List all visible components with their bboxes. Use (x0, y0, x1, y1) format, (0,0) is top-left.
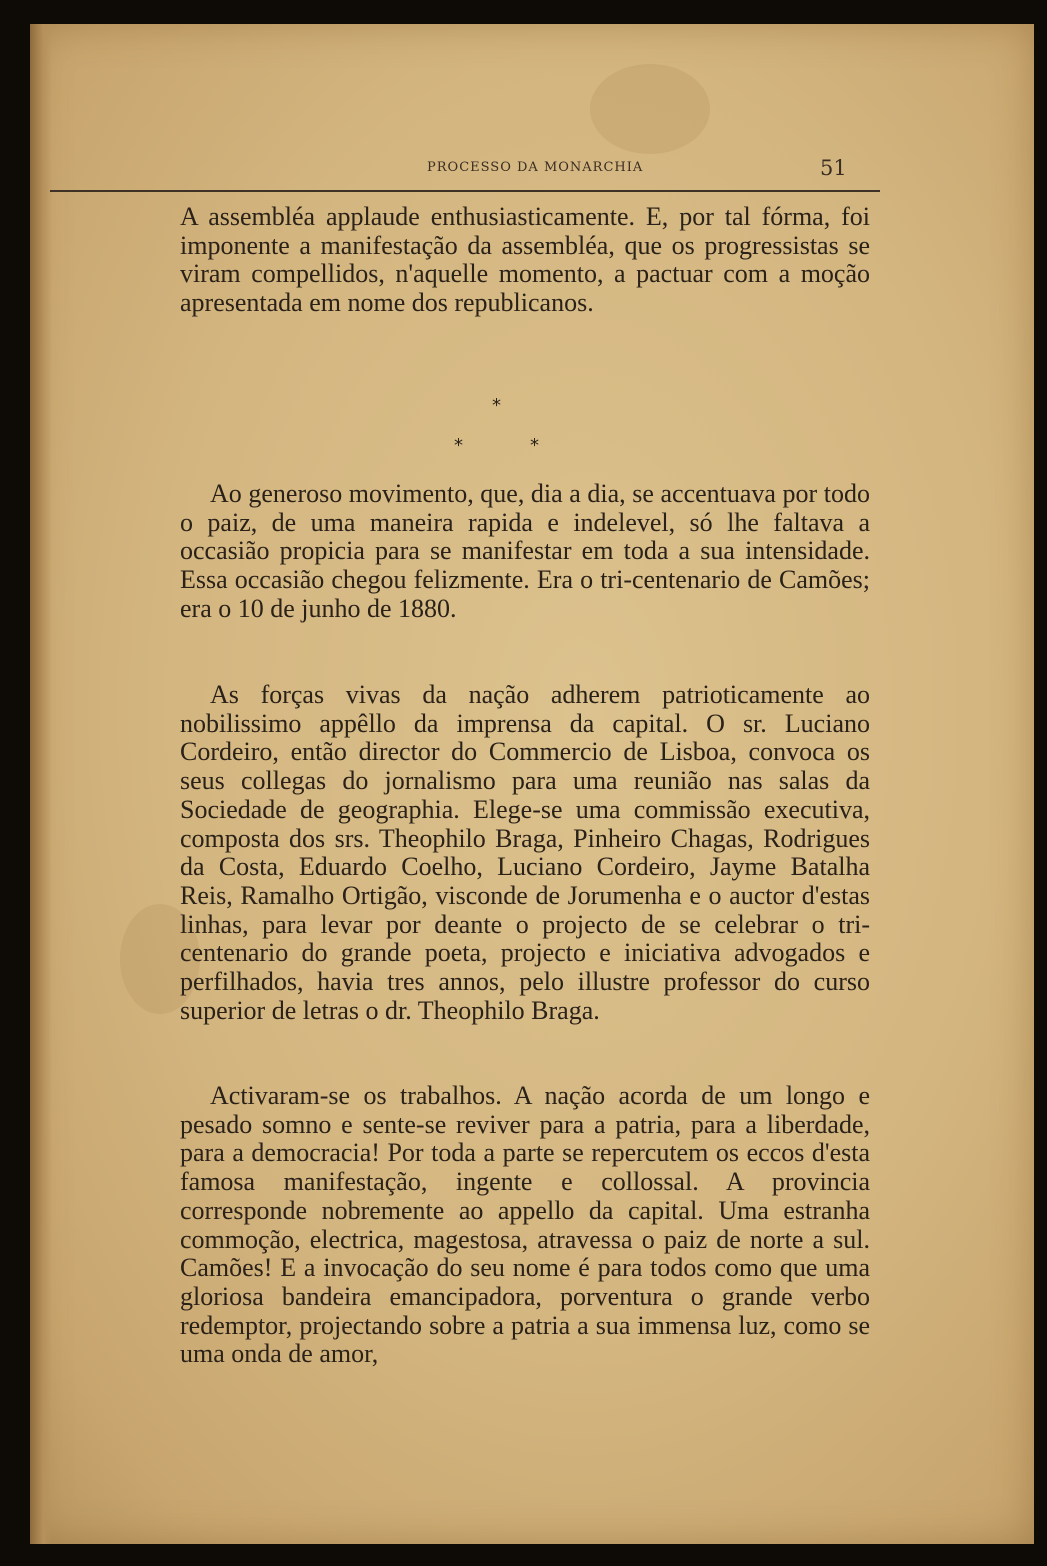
section-break-asterisks (430, 395, 590, 470)
running-header (175, 146, 875, 180)
paper-stain (590, 64, 710, 154)
running-title: PROCESSO DA MONARCHIA (427, 160, 644, 175)
asterisk-right: * (530, 435, 539, 456)
asterisk-left: * (454, 435, 463, 456)
asterisk-top: * (492, 395, 501, 416)
paragraph-3: As forças vivas da nação adherem patrioticamente ao nobilissimo appêllo da imprensa da capital. O sr. Luciano Cordeiro, então director do Commercio de Lisboa, convoca os seus collegas do jornalismo para uma reunião nas salas da Sociedade de geographia. Elege-se uma commissão executiva, composta dos srs. Theophilo Braga, Pinheiro Chagas, Rodrigues da Costa, Eduardo Coelho, Luciano Cordeiro, Jayme Batalha Reis, Ramalho Ortigão, visconde de Jorumenha e o auctor d'estas linhas, para levar por deante o projecto de se celebrar o tri-centenario do grande poeta, projecto e iniciativa advogados e perfilhados, havia tres annos, pelo illustre professor do curso superior de letras o dr. Theophilo Braga. (180, 680, 870, 1025)
paragraph-4: Activaram-se os trabalhos. A nação acorda de um longo e pesado somno e sente-se reviver para a patria, para a liberdade, para a democracia! Por toda a parte se repercutem os eccos d'esta famosa manifestação, ingente e collossal. A provincia corresponde nobremente ao appello da capital. Uma estranha commoção, electrica, magestosa, atravessa o paiz de norte a sul. Camões! E a invocação do seu nome é para todos como que uma gloriosa bandeira emancipadora, porventura o grande verbo redemptor, projectando sobre a patria a sua immensa luz, como se uma onda de amor, (180, 1081, 870, 1369)
header-rule (50, 190, 880, 192)
page-number: 51 (820, 156, 847, 180)
paragraph-1: A assembléa applaude enthusiasticamente. E, por tal fórma, foi imponente a manifestação da assembléa, que os progressistas se viram compellidos, n'aquelle momento, a pactuar com a moção apresentada em nome dos republicanos. (180, 202, 870, 318)
paragraph-2: Ao generoso movimento, que, dia a dia, se accentuava por todo o paiz, de uma maneira rapida e indelevel, só lhe faltava a occasião propicia para se manifestar em toda a sua intensidade. Essa occasião chegou felizmente. Era o tri-centenario de Camões; era o 10 de junho de 1880. (180, 479, 870, 623)
page-binding-edge (30, 24, 52, 1544)
